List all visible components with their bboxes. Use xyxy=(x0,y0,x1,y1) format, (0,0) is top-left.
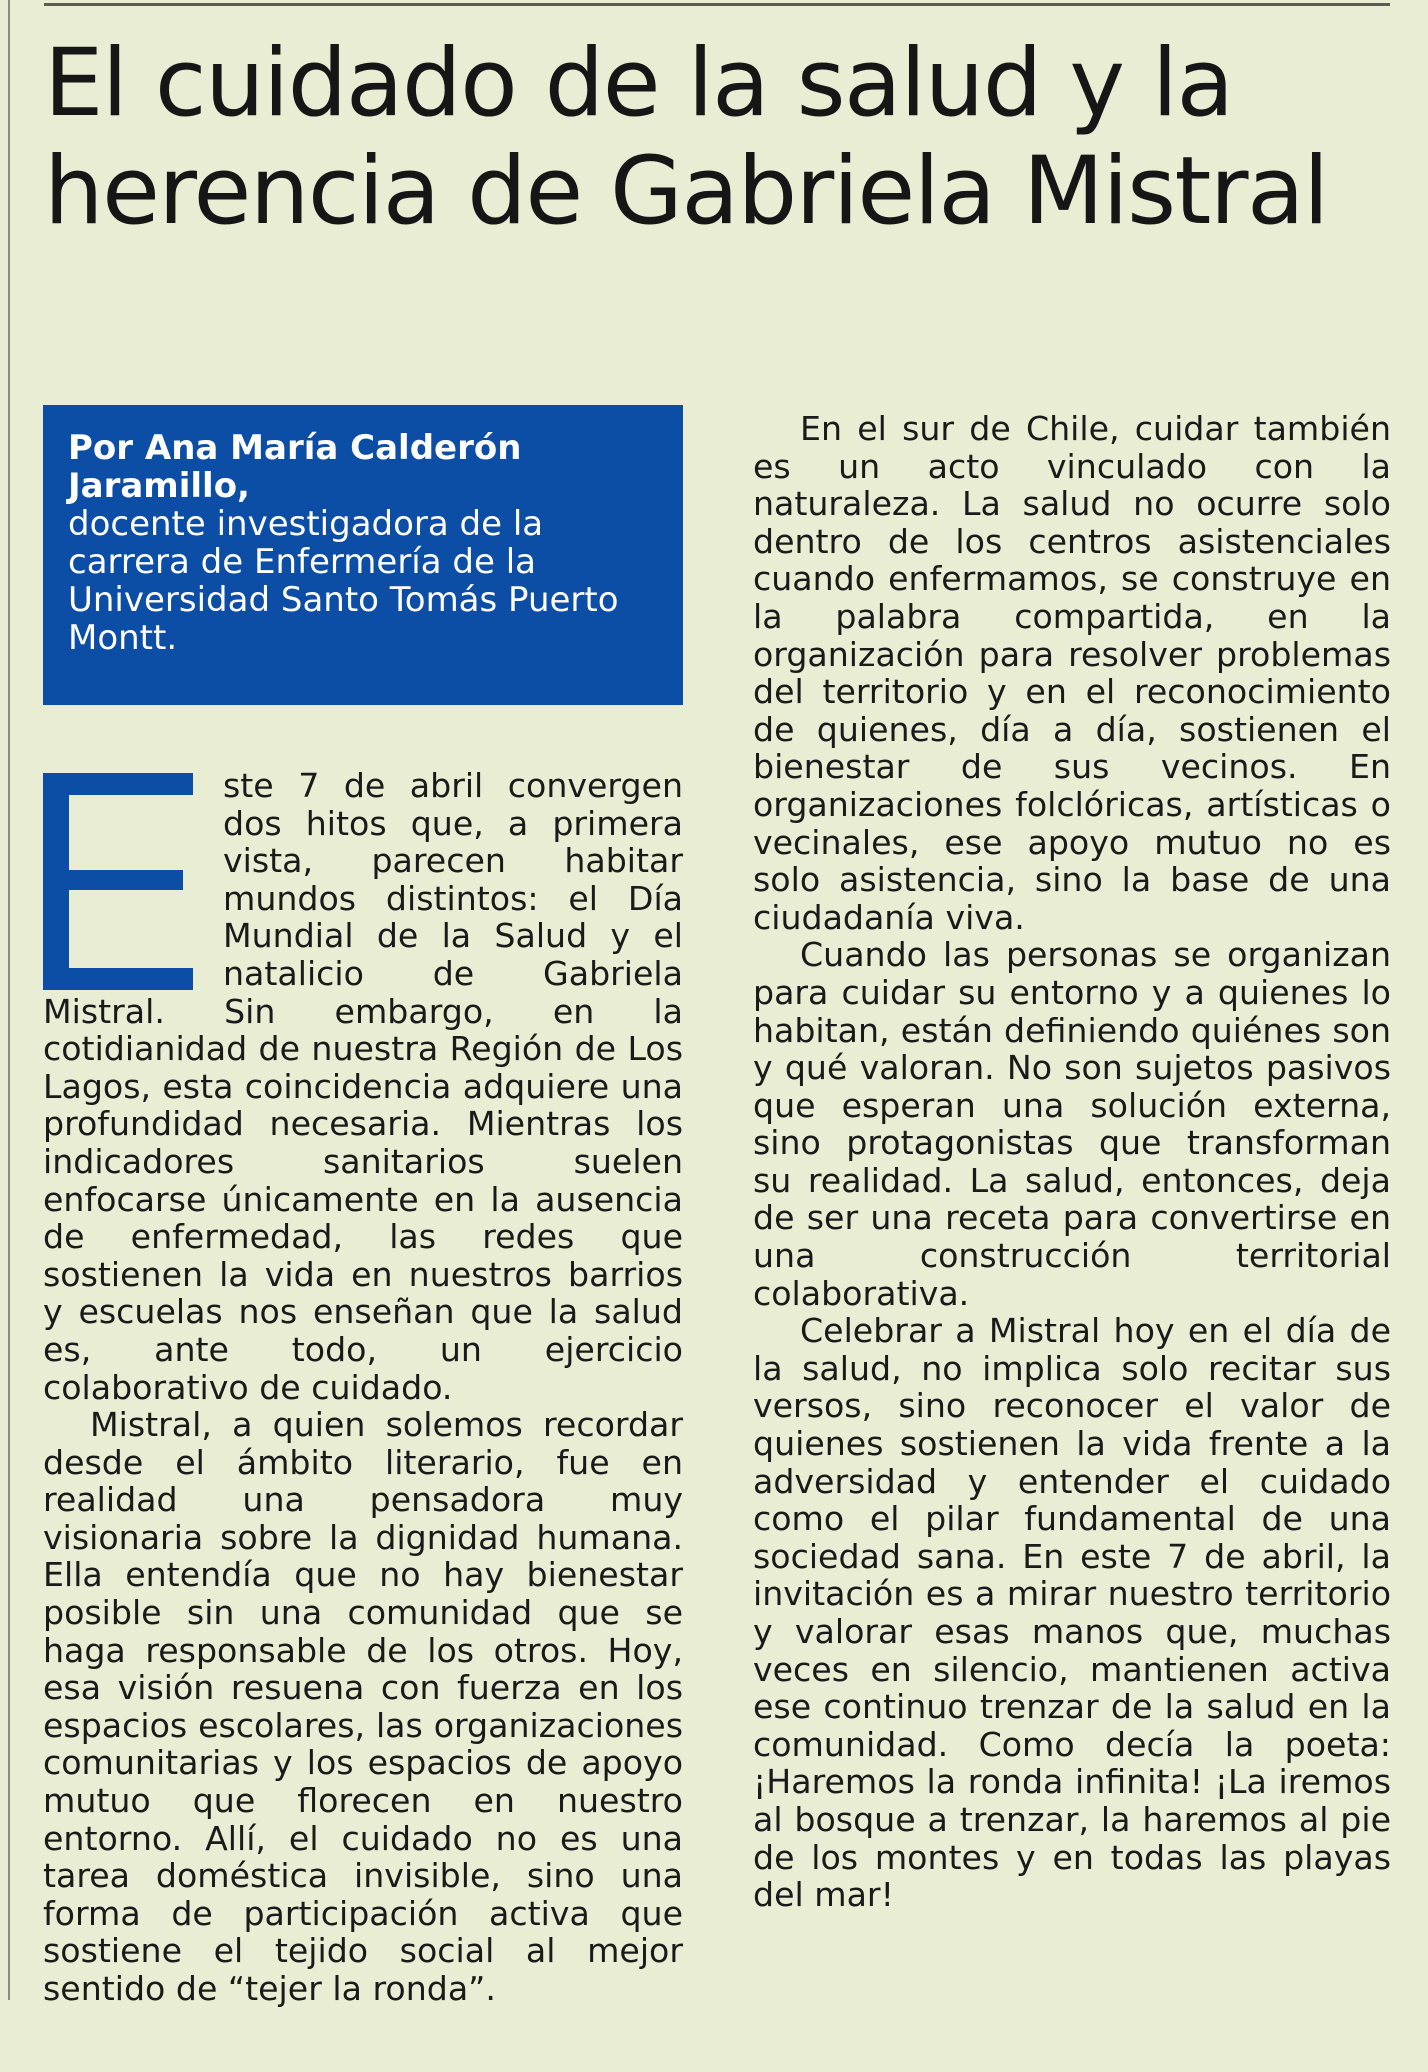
paragraph-4: Cuando las personas se organizan para cuidar su entorno y a quienes lo habitan, están definiendo quiénes son y qué valoran. No son sujetos pasivos que esperan una solución externa, sino protagonistas que transforman su realidad. La salud, entonces, deja de ser una receta para convertirse en una construcción territorial colaborativa. xyxy=(753,935,1391,1313)
dropcap-letter-e xyxy=(43,773,203,990)
article-column-right xyxy=(753,410,1391,1914)
article-column-left xyxy=(43,767,683,2008)
author-name: Por Ana María Calderón Jaramillo, xyxy=(68,428,522,506)
paragraph-2: Mistral, a quien solemos recordar desde el ámbito literario, fue en realidad una pensadora muy visionaria sobre la dignidad humana. Ella entendía que no hay bienestar posible sin una comunidad que se haga responsable de los otros. Hoy, esa visión resuena con fuerza en los espacios escolares, las organizaciones comunitarias y los espacios de apoyo mutuo que florecen en nuestro entorno. Allí, el cuidado no es una tarea doméstica invisible, sino una forma de participación activa que sostiene el tejido social al mejor sentido de “tejer la ronda”. xyxy=(43,1405,683,2008)
author-box xyxy=(43,405,683,705)
paragraph-1: ste 7 de abril convergen dos hitos que, a primera vista, parecen habitar mundos distintos: el Día Mundial de la Salud y el natalicio de Gabriela Mistral. Sin embargo, en la cotidianidad de nuestra Región de Los Lagos, esta coincidencia adquiere una profundidad necesaria. Mientras los indicadores sanitarios suelen enfocarse únicamente en la ausencia de enfermedad, las redes que sostienen la vida en nuestros barrios y escuelas nos enseñan que la salud es, ante todo, un ejercicio colaborativo de cuidado. xyxy=(43,766,683,1407)
author-role: docente investigadora de la carrera de Enfermería de la Universidad Santo Tomás Puerto Montt. xyxy=(68,504,619,658)
article-headline: El cuidado de la salud y la herencia de Gabriela Mistral xyxy=(44,29,1328,246)
page-left-rule xyxy=(8,0,10,2000)
paragraph-5: Celebrar a Mistral hoy en el día de la salud, no implica solo recitar sus versos, sino reconocer el valor de quienes sostienen la vida frente a la adversidad y entender el cuidado como el pilar fundamental de una sociedad sana. En este 7 de abril, la invitación es a mirar nuestro territorio y valorar esas manos que, muchas veces en silencio, mantienen activa ese continuo trenzar de la salud en la comunidad. Como decía la poeta: ¡Haremos la ronda infinita! ¡La iremos al bosque a trenzar, la haremos al pie de los montes y en todas las playas del mar! xyxy=(753,1311,1391,1915)
page-top-rule xyxy=(44,3,1390,6)
paragraph-3: En el sur de Chile, cuidar también es un acto vinculado con la naturaleza. La salud no ocurre solo dentro de los centros asistenciales cuando enfermamos, se construye en la palabra compartida, en la organización para resolver problemas del territorio y en el reconocimiento de quienes, día a día, sostienen el bienestar de sus vecinos. En organizaciones folclóricas, artísticas o vecinales, ese apoyo mutuo no es solo asistencia, sino la base de una ciudadanía viva. xyxy=(753,409,1391,937)
